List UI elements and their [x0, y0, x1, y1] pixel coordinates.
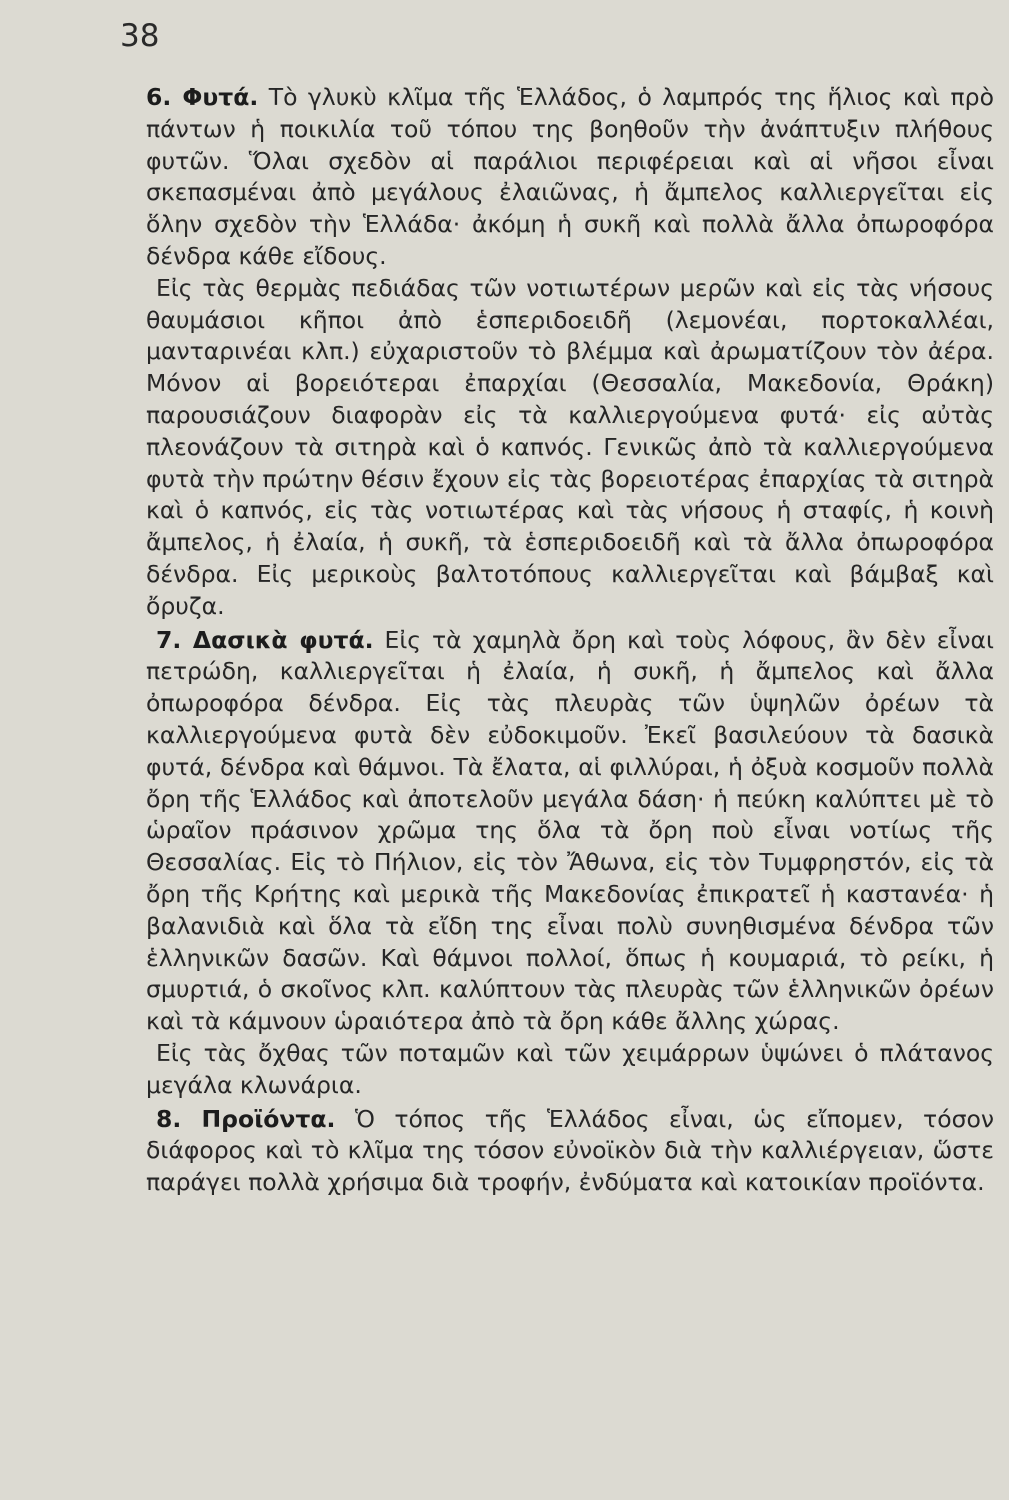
section-8-paragraph-1: [146, 1104, 994, 1199]
section-heading-forest-plants: 7. Δασικὰ φυτά.: [156, 625, 374, 654]
page-body: [146, 82, 994, 1199]
section-6-paragraph-2: Εἰς τὰς θερμὰς πεδιάδας τῶν νοτιωτέρων μερῶν καὶ εἰς τὰς νήσους θαυμάσιοι κῆποι ἀπὸ ἑσπεριδοειδῆ (λεμονέαι, πορτοκαλλέαι, μανταρινέαι κλπ.) εὐχαριστοῦν τὸ βλέμμα καὶ ἀρωματίζουν τὸν ἀέρα. Μόνον αἱ βορειότεραι ἐπαρχίαι (Θεσσαλία, Μακεδονία, Θράκη) παρουσιάζουν διαφορὰν εἰς τὰ καλλιεργούμενα φυτά· εἰς αὐτὰς πλεονάζουν τὰ σιτηρὰ καὶ ὁ καπνός. Γενικῶς ἀπὸ τὰ καλλιεργούμενα φυτὰ τὴν πρώτην θέσιν ἔχουν εἰς τὰς βορειοτέρας ἐπαρχίας τὰ σιτηρὰ καὶ ὁ καπνός, εἰς τὰς νοτιωτέρας καὶ τὰς νήσους ἡ σταφίς, ἡ κοινὴ ἄμπελος, ἡ ἐλαία, ἡ συκῆ, τὰ ἑσπεριδοειδῆ καὶ τὰ ἄλλα ὀπωροφόρα δένδρα. Εἰς μερικοὺς βαλτοτόπους καλλιεργεῖται καὶ βάμβαξ καὶ ὄρυζα.: [146, 273, 994, 620]
section-6-paragraph-1: [146, 82, 994, 273]
section-7-text-1: Εἰς τὰ χαμηλὰ ὄρη καὶ τοὺς λόφους, ἂν δὲν εἶναι πετρώδη, καλλιεργεῖται ἡ ἐλαία, ἡ συκῆ, ἡ ἄμπελος καὶ ἄλλα ὀπωροφόρα δένδρα. Εἰς τὰς πλευρὰς τῶν ὑψηλῶν ὀρέων τὰ καλλιεργούμενα φυτὰ δὲν εὐδοκιμοῦν. Ἐκεῖ βασιλεύουν τὰ δασικὰ φυτά, δένδρα καὶ θάμνοι. Τὰ ἔλατα, αἱ φιλλύραι, ἡ ὀξυὰ κοσμοῦν πολλὰ ὄρη τῆς Ἑλλάδος καὶ ἀποτελοῦν μεγάλα δάση· ἡ πεύκη καλύπτει μὲ τὸ ὡραῖον πράσινον χρῶμα της ὅλα τὰ ὄρη ποὺ εἶναι νοτίως τῆς Θεσσαλίας. Εἰς τὸ Πήλιον, εἰς τὸν Ἄθωνα, εἰς τὸν Τυμφρηστόν, εἰς τὰ ὄρη τῆς Κρήτης καὶ μερικὰ τῆς Μακεδονίας ἐπικρατεῖ ἡ καστανέα· ἡ βαλανιδιὰ καὶ ὅλα τὰ εἴδη της εἶναι πολὺ συνηθισμένα δένδρα τῶν ἑλληνικῶν δασῶν. Καὶ θάμνοι πολλοί, ὅπως ἡ κουμαριά, τὸ ρείκι, ἡ σμυρτιά, ὁ σκοῖνος κλπ. καλύπτουν τὰς πλευρὰς τῶν ἑλληνικῶν ὀρέων καὶ τὰ κάμνουν ὡραιότερα ἀπὸ τὰ ὄρη κάθε ἄλλης χώρας.: [146, 625, 994, 1036]
section-6-text-1: Τὸ γλυκὺ κλῖμα τῆς Ἑλλάδος, ὁ λαμπρός της ἥλιος καὶ πρὸ πάντων ἡ ποικιλία τοῦ τόπου της βοηθοῦν τὴν ἀνάπτυξιν πλήθους φυτῶν. Ὅλαι σχεδὸν αἱ παράλιοι περιφέρειαι καὶ αἱ νῆσοι εἶναι σκεπασμέναι ἀπὸ μεγάλους ἐλαιῶνας, ἡ ἄμπελος καλλιεργεῖται εἰς ὅλην σχεδὸν τὴν Ἑλλάδα· ἀκόμη ἡ συκῆ καὶ πολλὰ ἄλλα ὀπωροφόρα δένδρα κάθε εἴδους.: [146, 83, 994, 270]
section-7-paragraph-2: Εἰς τὰς ὄχθας τῶν ποταμῶν καὶ τῶν χειμάρρων ὑψώνει ὁ πλάτανος μεγάλα κλωνάρια.: [146, 1038, 994, 1099]
page-number: 38: [120, 18, 160, 54]
section-heading-products: 8. Προϊόντα.: [156, 1104, 336, 1133]
section-8-text-1: Ὁ τόπος τῆς Ἑλλάδος εἶναι, ὡς εἴπομεν, τόσον διάφορος καὶ τὸ κλῖμα της τόσον εὐνοϊκὸν διὰ τὴν καλλιέργειαν, ὥστε παράγει πολλὰ χρήσιμα διὰ τροφήν, ἐνδύματα καὶ κατοικίαν προϊόντα.: [146, 1104, 994, 1197]
section-heading-plants: 6. Φυτά.: [146, 83, 259, 111]
section-7-paragraph-1: [146, 625, 994, 1038]
